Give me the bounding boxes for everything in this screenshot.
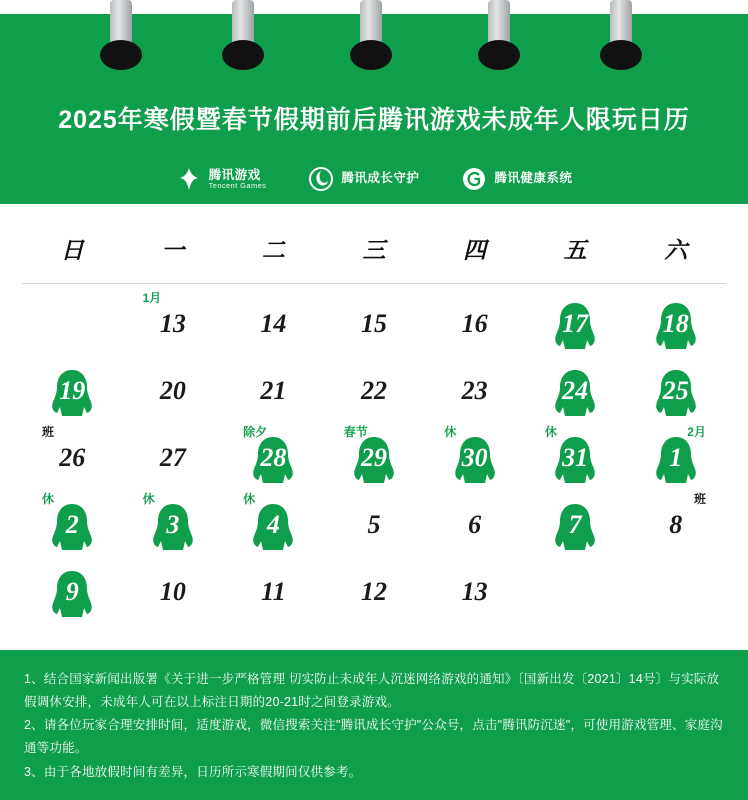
growth-guardian-icon — [308, 166, 334, 192]
day-tag-label: 1月 — [142, 291, 162, 305]
calendar-day-cell[interactable] — [324, 491, 425, 558]
calendar-day-cell[interactable] — [223, 558, 324, 625]
binder-rings — [0, 0, 748, 72]
day-number: 11 — [261, 576, 286, 606]
day-tag-label: 休 — [444, 425, 457, 439]
day-tag-label: 休 — [544, 425, 557, 439]
day-number: 16 — [461, 308, 488, 338]
calendar-day-cell[interactable] — [625, 424, 726, 491]
calendar-day-cell[interactable] — [123, 290, 224, 357]
day-number: 27 — [159, 442, 186, 472]
brand-row — [0, 166, 748, 192]
weekday-label: 一 — [161, 238, 185, 263]
calendar-day-cell[interactable] — [625, 491, 726, 558]
calendar-day-cell[interactable] — [424, 290, 525, 357]
brand-name-cn: 腾讯健康系统 — [494, 171, 573, 186]
calendar-day-cell[interactable] — [324, 558, 425, 625]
weekday-header-row — [0, 232, 748, 265]
ring-base — [478, 40, 520, 70]
day-number: 29 — [360, 442, 387, 472]
weekday-label: 四 — [463, 238, 487, 263]
day-number: 14 — [260, 308, 287, 338]
calendar-day-cell[interactable] — [324, 424, 425, 491]
calendar-day-cell[interactable] — [22, 424, 123, 491]
calendar-day-cell[interactable] — [424, 357, 525, 424]
ring-base — [100, 40, 142, 70]
calendar-day-cell[interactable] — [123, 424, 224, 491]
day-tag-label: 休 — [142, 492, 155, 506]
calendar-grid — [0, 290, 748, 625]
calendar-day-cell[interactable] — [123, 558, 224, 625]
calendar-day-cell[interactable] — [525, 491, 626, 558]
note-item: 2、请各位玩家合理安排时间，适度游戏，微信搜索关注"腾讯成长守护"公众号，点击"腾讯防沉迷"，可使用游戏管理、家庭沟通等功能。 — [24, 718, 723, 756]
day-number: 3 — [166, 509, 180, 539]
note-item: 3、由于各地放假时间有差异，日历所示寒假期间仅供参考。 — [24, 764, 362, 779]
day-number: 13 — [159, 308, 186, 338]
calendar-cell-empty — [625, 558, 726, 625]
calendar-day-cell[interactable] — [22, 558, 123, 625]
day-number: 5 — [367, 509, 381, 539]
day-number: 30 — [461, 442, 488, 472]
brand-name-en: Tencent Games — [208, 180, 267, 190]
day-number: 13 — [461, 576, 488, 606]
day-tag-label: 休 — [42, 492, 55, 506]
tencent-games-icon — [176, 166, 202, 192]
day-tag-label: 2月 — [687, 425, 706, 439]
calendar-day-cell[interactable] — [525, 357, 626, 424]
day-number: 12 — [360, 576, 387, 606]
day-tag-label: 班 — [42, 425, 55, 439]
calendar-day-cell[interactable] — [424, 558, 525, 625]
ring-base — [350, 40, 392, 70]
day-number: 7 — [568, 509, 582, 539]
calendar-day-cell[interactable] — [123, 491, 224, 558]
day-tag-label: 班 — [693, 492, 706, 506]
day-number: 20 — [159, 375, 186, 405]
calendar-day-cell[interactable] — [22, 357, 123, 424]
calendar-day-cell[interactable] — [625, 357, 726, 424]
calendar-day-cell[interactable] — [324, 290, 425, 357]
calendar-day-cell[interactable] — [525, 290, 626, 357]
day-number: 19 — [59, 375, 86, 405]
weekday-label: 五 — [563, 238, 587, 263]
brand-name-cn: 腾讯成长守护 — [341, 171, 420, 186]
day-number: 26 — [59, 442, 86, 472]
weekday-label: 三 — [362, 238, 386, 263]
day-tag-label: 休 — [243, 492, 256, 506]
day-number: 2 — [65, 509, 79, 539]
calendar-day-cell[interactable] — [123, 357, 224, 424]
calendar-body — [0, 204, 748, 650]
day-number: 28 — [260, 442, 287, 472]
calendar-day-cell[interactable] — [625, 290, 726, 357]
day-number: 17 — [562, 308, 589, 338]
day-number: 10 — [159, 576, 186, 606]
calendar-day-cell[interactable] — [424, 491, 525, 558]
header-divider — [22, 283, 726, 284]
note-item: 1、结合国家新闻出版署《关于进一步严格管理 切实防止未成年人沉迷网络游戏的通知》〔国新出发〔2021〕14号〕与实际放假调休安排，未成年人可在以上标注日期的20-21时之间登录游戏。 — [24, 672, 720, 710]
day-number: 24 — [562, 375, 589, 405]
weekday-label: 日 — [60, 238, 84, 263]
day-number: 23 — [461, 375, 488, 405]
weekday-label: 二 — [261, 238, 285, 263]
calendar-day-cell[interactable] — [223, 424, 324, 491]
day-number: 6 — [468, 509, 482, 539]
ring-base — [600, 40, 642, 70]
calendar-day-cell[interactable] — [223, 491, 324, 558]
brand-growth-guardian — [308, 166, 419, 192]
page-title: 2025年寒假暨春节假期前后腾讯游戏未成年人限玩日历 — [58, 106, 690, 134]
ring-base — [222, 40, 264, 70]
footer-notes — [0, 650, 748, 800]
day-number: 18 — [662, 308, 689, 338]
day-number: 25 — [662, 375, 689, 405]
calendar-day-cell[interactable] — [223, 357, 324, 424]
brand-tencent-games — [176, 166, 267, 192]
day-number: 4 — [266, 509, 280, 539]
calendar-cell-empty — [525, 558, 626, 625]
day-tag-label: 除夕 — [243, 425, 268, 439]
calendar-cell-empty — [22, 290, 123, 357]
day-number: 21 — [260, 375, 287, 405]
health-system-icon — [461, 166, 487, 192]
calendar-day-cell[interactable] — [424, 424, 525, 491]
day-number: 8 — [669, 509, 683, 539]
calendar-day-cell[interactable] — [324, 357, 425, 424]
calendar-day-cell[interactable] — [22, 491, 123, 558]
day-tag-label: 春节 — [343, 425, 368, 439]
day-number: 22 — [360, 375, 387, 405]
calendar-day-cell[interactable] — [223, 290, 324, 357]
day-number: 31 — [562, 442, 589, 472]
brand-name-cn: 腾讯游戏 — [208, 167, 261, 182]
day-number: 9 — [65, 576, 79, 606]
day-number: 15 — [360, 308, 387, 338]
day-number: 1 — [669, 442, 683, 472]
calendar-day-cell[interactable] — [525, 424, 626, 491]
weekday-label: 六 — [664, 238, 688, 263]
brand-health-system — [461, 166, 572, 192]
